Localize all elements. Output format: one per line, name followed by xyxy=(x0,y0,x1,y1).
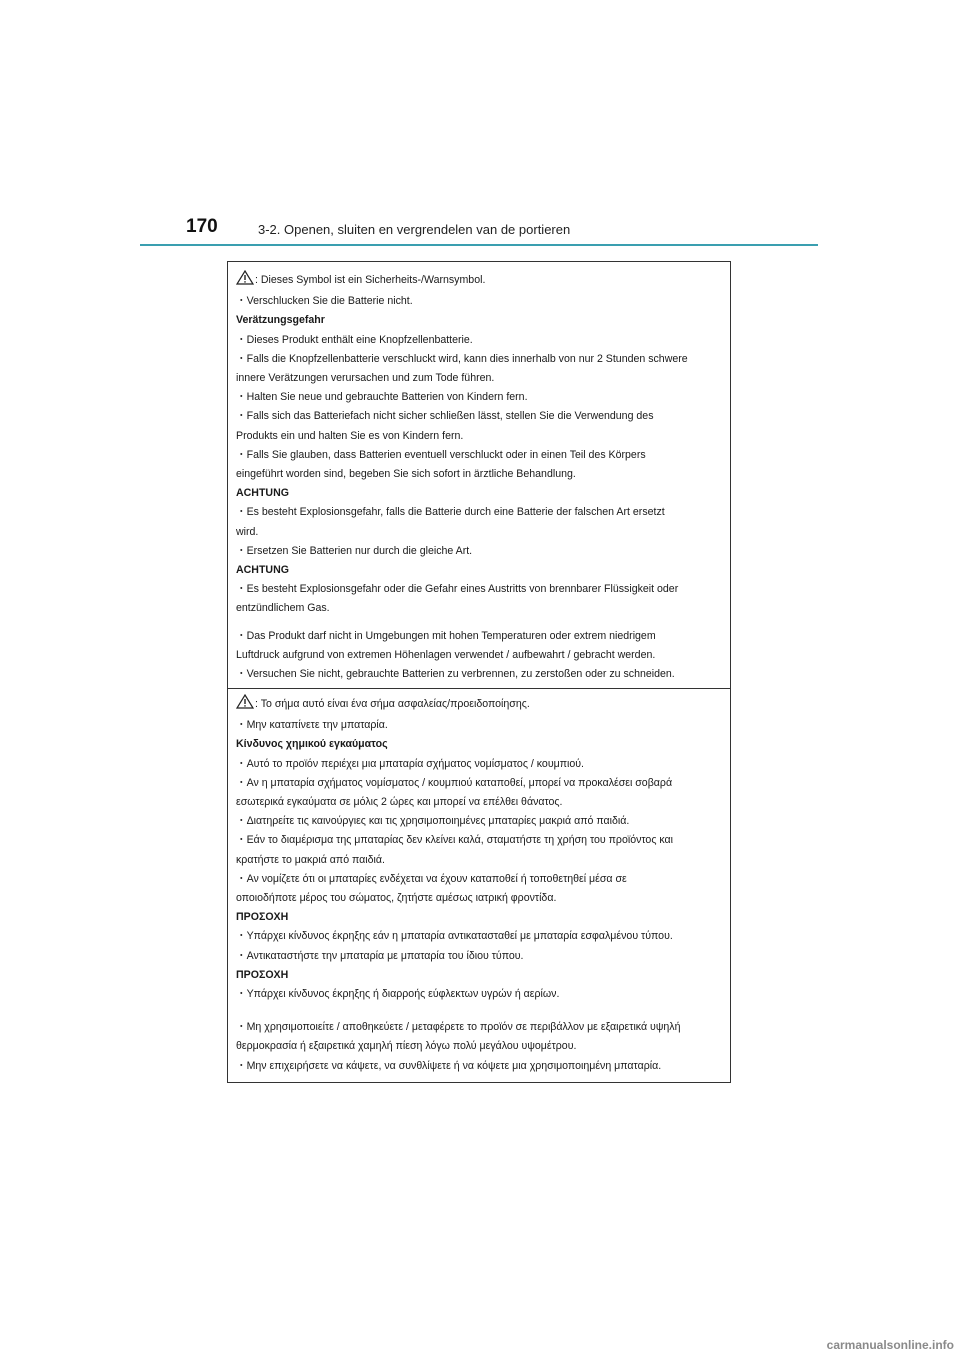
german-line: ・Falls die Knopfzellenbatterie verschluckt wird, kann dies innerhalb von nur 2 Stunden schwere xyxy=(236,352,688,365)
greek-symbol-text: : Το σήμα αυτό είναι ένα σήμα ασφαλείας/προειδοποίησης. xyxy=(255,698,530,710)
language-divider xyxy=(228,688,730,689)
greek-line: ・Μην επιχειρήσετε να κάψετε, να συνθλίψετε ή να κόψετε μια χρησιμοποιημένη μπαταρία. xyxy=(236,1059,662,1072)
german-line: wird. xyxy=(236,525,259,538)
german-line: ・Falls sich das Batteriefach nicht sicher schließen lässt, stellen Sie die Verwendung des xyxy=(236,410,654,423)
german-line: eingeführt worden sind, begeben Sie sich sofort in ärztliche Behandlung. xyxy=(236,468,576,481)
greek-line: ・Διατηρείτε τις καινούργιες και τις χρησιμοποιημένες μπαταρίες μακριά από παιδιά. xyxy=(236,815,630,828)
german-symbol-line xyxy=(236,270,724,292)
german-symbol-text: : Dieses Symbol ist ein Sicherheits-/Warnsymbol. xyxy=(255,274,486,286)
german-line: ・Verschlucken Sie die Batterie nicht. xyxy=(236,295,413,308)
german-line: entzündlichem Gas. xyxy=(236,602,330,615)
greek-line: οποιοδήποτε μέρος του σώματος, ζητήστε αμέσως ιατρική φροντίδα. xyxy=(236,892,557,905)
german-line: ・Versuchen Sie nicht, gebrauchte Batterien zu verbrennen, zu zerstoßen oder zu schneiden. xyxy=(236,668,675,681)
footer-watermark-logo: carmanualsonline.info xyxy=(826,1338,954,1352)
greek-warning-block xyxy=(236,694,724,1076)
section-title: 3-2. Openen, sluiten en vergrendelen van de portieren xyxy=(258,222,571,237)
greek-line: ・Αν η μπαταρία σχήματος νομίσματος / κουμπιού καταποθεί, μπορεί να προκαλέσει σοβαρά xyxy=(236,776,673,789)
german-warning-block xyxy=(236,270,724,684)
german-heading: ACHTUNG xyxy=(236,487,289,500)
greek-line: κρατήστε το μακριά από παιδιά. xyxy=(236,853,385,866)
greek-line: ・Υπάρχει κίνδυνος έκρηξης εάν η μπαταρία αντικατασταθεί με μπαταρία εσφαλμένου τύπου. xyxy=(236,930,673,943)
german-line: ・Falls Sie glauben, dass Batterien eventuell verschluckt oder in einen Teil des Körpers xyxy=(236,448,646,461)
page-number: 170 xyxy=(186,216,218,237)
german-heading: Verätzungsgefahr xyxy=(236,314,325,327)
greek-line: ・Μην καταπίνετε την μπαταρία. xyxy=(236,719,388,732)
greek-heading: Κίνδυνος χημικού εγκαύματος xyxy=(236,738,388,751)
greek-heading: ΠΡΟΣΟΧΗ xyxy=(236,911,289,924)
greek-symbol-line xyxy=(236,694,724,716)
greek-line: ・Αν νομίζετε ότι οι μπαταρίες ενδέχεται να έχουν καταποθεί ή τοποθετηθεί μέσα σε xyxy=(236,872,627,885)
greek-line: ・Εάν το διαμέρισμα της μπαταρίας δεν κλείνει καλά, σταματήστε τη χρήση του προϊόντος και xyxy=(236,834,674,847)
greek-heading: ΠΡΟΣΟΧΗ xyxy=(236,968,289,981)
german-line: Luftdruck aufgrund von extremen Höhenlagen verwendet / aufbewahrt / gebracht werden. xyxy=(236,648,656,661)
greek-line: ・Μη χρησιμοποιείτε / αποθηκεύετε / μεταφέρετε το προϊόν σε περιβάλλον με εξαιρετικά υψηλή xyxy=(236,1021,681,1034)
spacer xyxy=(236,1004,724,1018)
greek-line: εσωτερικά εγκαύματα σε μόλις 2 ώρες και μπορεί να επέλθει θάνατος. xyxy=(236,796,563,809)
german-line: ・Es besteht Explosionsgefahr, falls die Batterie durch eine Batterie der falschen Art ersetzt xyxy=(236,506,665,519)
warning-box xyxy=(227,261,731,1083)
german-line: ・Dieses Produkt enthält eine Knopfzellenbatterie. xyxy=(236,333,473,346)
greek-line: ・Υπάρχει κίνδυνος έκρηξης ή διαρροής εύφλεκτων υγρών ή αερίων. xyxy=(236,988,560,1001)
spacer xyxy=(236,619,724,627)
greek-line: ・Αντικαταστήστε την μπαταρία με μπαταρία του ίδιου τύπου. xyxy=(236,949,524,962)
greek-line: ・Αυτό το προϊόν περιέχει μια μπαταρία σχήματος νομίσματος / κουμπιού. xyxy=(236,757,585,770)
warning-triangle-icon xyxy=(236,694,254,716)
german-heading: ACHTUNG xyxy=(236,564,289,577)
header-rule xyxy=(140,244,818,246)
german-line: ・Halten Sie neue und gebrauchte Batterien von Kindern fern. xyxy=(236,391,528,404)
german-line: innere Verätzungen verursachen und zum Tode führen. xyxy=(236,372,495,385)
greek-line: θερμοκρασία ή εξαιρετικά χαμηλή πίεση λόγω πολύ μεγάλου υψομέτρου. xyxy=(236,1040,577,1053)
german-line: ・Ersetzen Sie Batterien nur durch die gleiche Art. xyxy=(236,544,473,557)
warning-triangle-icon xyxy=(236,270,254,292)
german-line: ・Es besteht Explosionsgefahr oder die Gefahr eines Austritts von brennbarer Flüssigkeit oder xyxy=(236,583,679,596)
german-line: Produkts ein und halten Sie es von Kindern fern. xyxy=(236,429,464,442)
german-line: ・Das Produkt darf nicht in Umgebungen mit hohen Temperaturen oder extrem niedrigem xyxy=(236,629,656,642)
